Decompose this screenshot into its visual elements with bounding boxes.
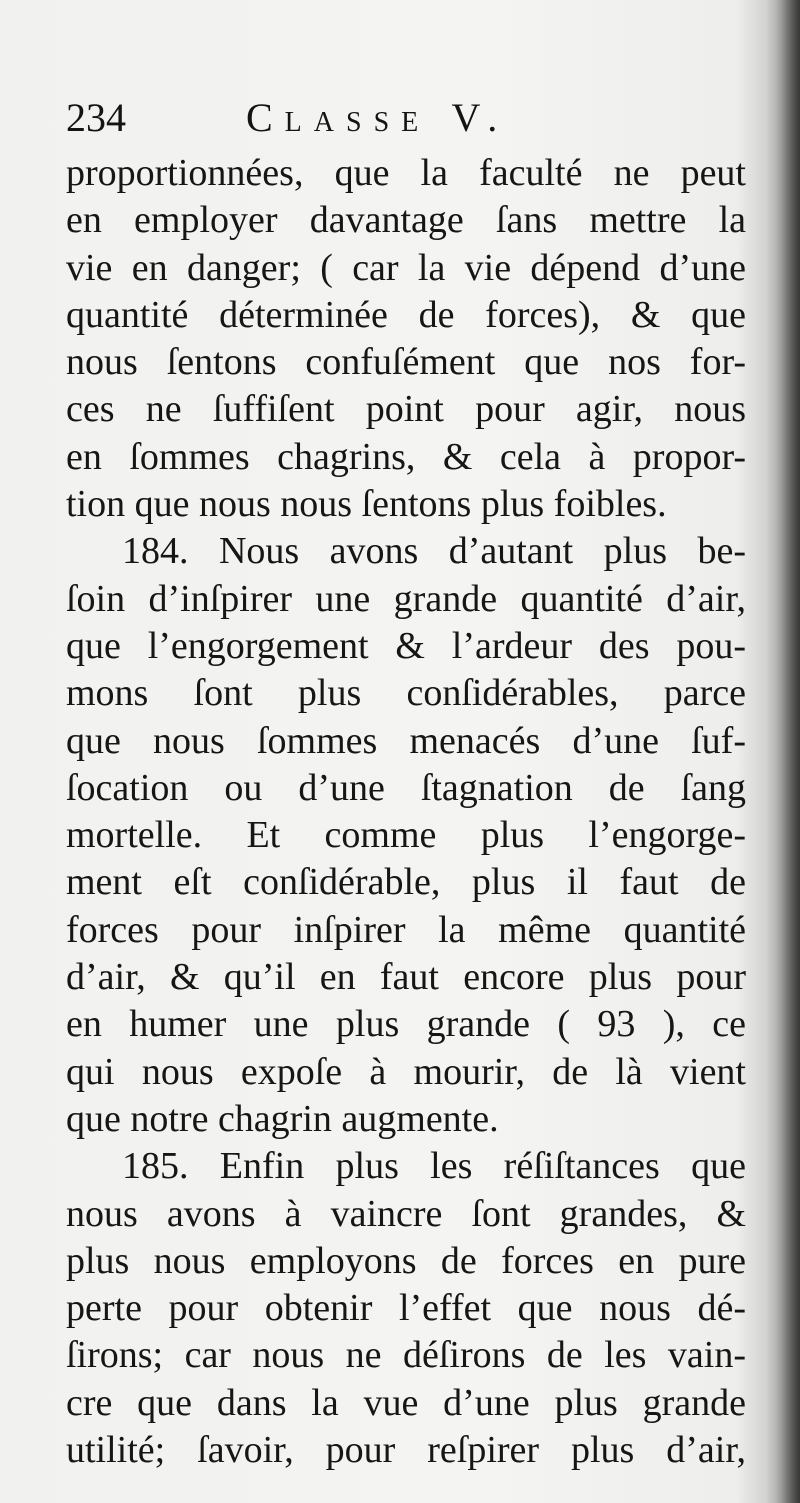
text-line: cre que dans la vue d’une plus grande — [66, 1381, 746, 1424]
text-line: forces pour inſpirer la même quantité — [66, 908, 746, 951]
text-line: ſirons; car nous ne déſirons de les vain- — [66, 1334, 746, 1377]
page-number: 234 — [66, 95, 126, 140]
paragraph-184-start: 184. Nous avons d’autant plus be- — [122, 530, 746, 573]
text-line: ſoin d’inſpirer une grande quantité d’air, — [66, 577, 746, 620]
text-line: proportionnées, que la faculté ne peut — [66, 152, 746, 194]
text-line: mons ſont plus conſidérables, parce — [66, 672, 746, 715]
running-head: Classe V. — [246, 95, 510, 140]
text-line: utilité; ſavoir, pour reſpirer plus d’air, — [66, 1429, 746, 1472]
text-line: ces ne ſuffiſent point pour agir, nous — [66, 388, 746, 431]
text-line: en employer davantage ſans mettre la — [66, 199, 746, 242]
paragraph-185-start: 185. Enfin plus les réſiſtances que — [122, 1145, 746, 1188]
page-header — [66, 92, 726, 144]
text-line: en humer une plus grande ( 93 ), ce — [66, 1003, 746, 1046]
text-line: en ſommes chagrins, & cela à propor- — [66, 435, 746, 478]
text-line: que notre chagrin augmente. — [66, 1097, 499, 1140]
text-line: plus nous employons de forces en pure — [66, 1239, 746, 1282]
text-line: que l’engorgement & l’ardeur des pou- — [66, 624, 746, 667]
text-line: d’air, & qu’il en faut encore plus pour — [66, 956, 746, 999]
text-line: que nous ſommes menacés d’une ſuf- — [66, 719, 746, 762]
text-line: qui nous expoſe à mourir, de là vient — [66, 1050, 746, 1093]
text-line: mortelle. Et comme plus l’engorge- — [66, 814, 746, 857]
page-spine-shadow — [766, 0, 800, 1503]
text-line: tion que nous nous ſentons plus foibles. — [66, 483, 667, 526]
text-line: quantité déterminée de forces), & que — [66, 293, 746, 336]
text-line: nous avons à vaincre ſont grandes, & — [66, 1192, 746, 1235]
text-line: perte pour obtenir l’effet que nous dé- — [66, 1287, 746, 1330]
text-line: ſocation ou d’une ſtagnation de ſang — [66, 766, 746, 809]
body-text — [66, 150, 746, 1474]
text-line: ment eſt conſidérable, plus il faut de — [66, 861, 746, 904]
text-line: vie en danger; ( car la vie dépend d’une — [66, 246, 746, 289]
text-line: nous ſentons confuſément que nos for- — [66, 341, 746, 384]
